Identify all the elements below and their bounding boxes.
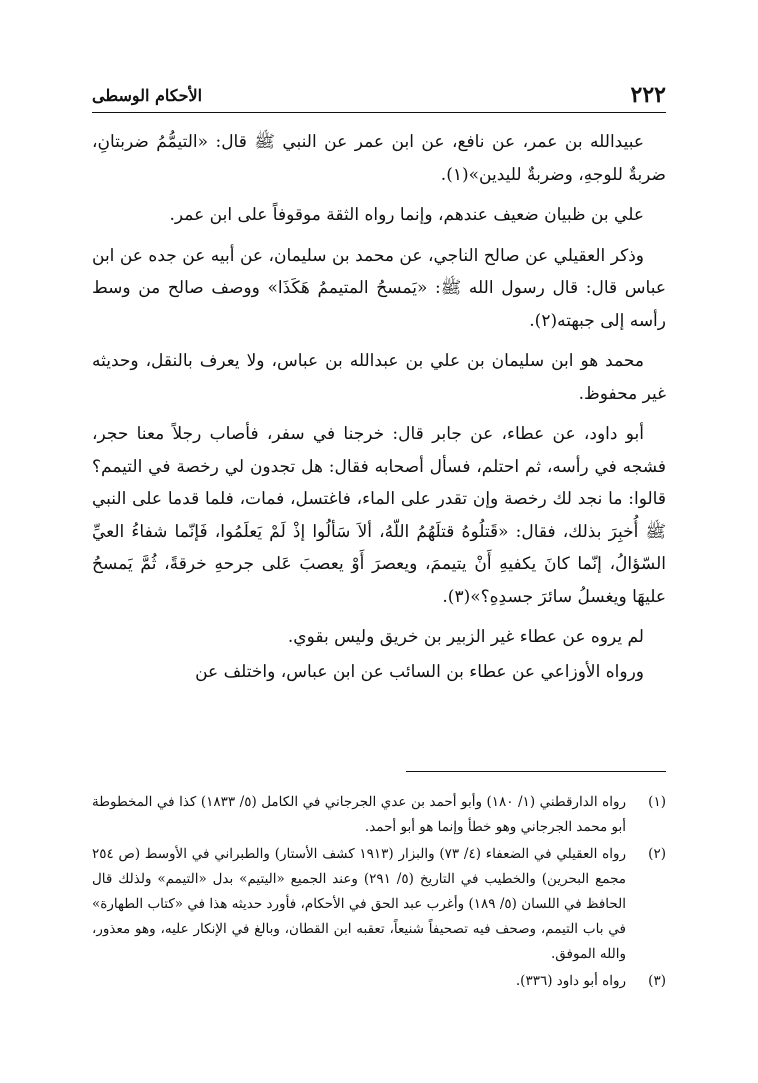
paragraph: ورواه الأوزاعي عن عطاء بن السائب عن ابن عباس، واختلف عن [195, 661, 644, 682]
paragraph: عبيدالله بن عمر، عن نافع، عن ابن عمر عن النبي ﷺ قال: «التيمُّمُ ضربتانِ، ضربةٌ للوجهِ، وضربةٌ لليدين»(١). [92, 132, 666, 185]
footnote [92, 790, 666, 840]
footnote-number: (٣) [648, 973, 666, 989]
paragraph: وذكر العقيلي عن صالح الناجي، عن محمد بن سليمان، عن أبيه عن جده عن ابن عباس قال: قال رسول الله ﷺ: «يَمسحُ المتيممُ هَكَذَا» ووصف صالح من وسط رأسه إلى جبهته(٢). [92, 245, 666, 331]
running-title: الأحكام الوسطى [92, 85, 203, 105]
page-header [92, 78, 666, 113]
footnote [92, 969, 666, 994]
footnotes [92, 790, 666, 996]
footnote-text: رواه الدارقطني (١/ ١٨٠) وأبو أحمد بن عدي الجرجاني في الكامل (٥/ ١٨٣٣) كذا في المخطوطة أبو محمد الجرجاني وهو خطأ وإنما هو أبو أحمد. [92, 794, 626, 835]
footnote-number: (١) [648, 794, 666, 810]
page-number: ٢٢٢ [630, 82, 666, 108]
footnote-text: رواه أبو داود (٣٣٦). [515, 973, 626, 989]
main-text [92, 126, 666, 696]
paragraph: علي بن ظبيان ضعيف عندهم، وإنما رواه الثقة موقوفاً على ابن عمر. [169, 205, 644, 225]
footnote-separator [406, 771, 666, 772]
footnote-number: (٢) [648, 846, 666, 862]
paragraph: أبو داود، عن عطاء، عن جابر قال: خرجنا في سفر، فأصاب رجلاً معنا حجر، فشجه في رأسه، ثم احتلم، فسأل أصحابه فقال: هل تجدون لي رخصة في التيمم؟ قالوا: ما نجد لك رخصة وإن تقدر على الماء، فاغتسل، فمات، فلما قدما على النبي ﷺ أُخبِرَ بذلك، فقال: «قَتلُوهُ قتلَهُمُ اللّهُ، ألاَ سَألُوا إذْ لَمْ يَعلَمُوا، فَإنّما شفاءُ العيِّ السّؤالُ، إنّما كانَ يكفيهِ أَنْ يتيممَ، ويعصرَ أَوْ يعصبَ عَلى جرحهِ خرقةً، ثُمَّ يَمسحُ عليهَا ويغسلُ سائرَ جسدِهِ؟»(٣). [92, 424, 666, 607]
footnote [92, 842, 666, 967]
footnote-text: رواه العقيلي في الضعفاء (٤/ ٧٣) والبزار (١٩١٣ كشف الأستار) والطبراني في الأوسط (ص ٢٥٤ مجمع البحرين) والخطيب في التاريخ (٥/ ٢٩١) وعند الجميع «اليتيم» بدل «التيمم» ولذلك قال الحافظ في اللسان (٥/ ١٨٩) وأغرب عبد الحق في الأحكام، فأورد حديثه هذا في «كتاب الطهارة» في باب التيمم، وصحف فيه تصحيفاً شنيعاً، تعقبه ابن القطان، وبالغ في الإنكار عليه، وهو معذور، والله الموفق. [92, 846, 627, 962]
paragraph: لم يروه عن عطاء غير الزبير بن خريق وليس بقوي. [287, 627, 644, 647]
paragraph: محمد هو ابن سليمان بن علي بن عبدالله بن عباس، ولا يعرف بالنقل، وحديثه غير محفوظ. [92, 351, 666, 404]
